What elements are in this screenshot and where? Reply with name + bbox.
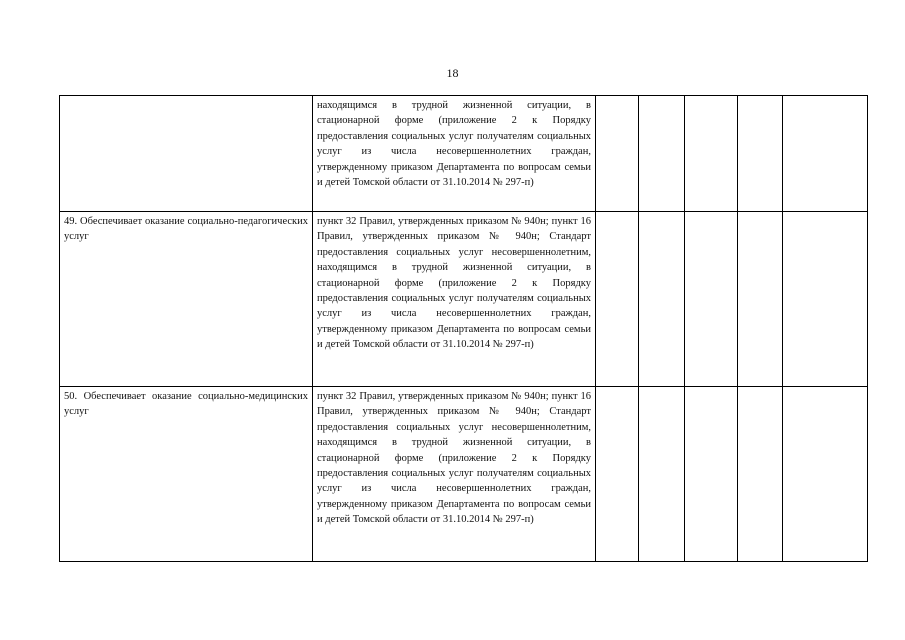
requirement-text: 50. Обеспечивает оказание социально-медицинских услуг — [64, 391, 308, 418]
answer-extra-cell — [738, 212, 783, 387]
answer-yes-cell — [596, 387, 639, 562]
legal-basis-text: находящимся в трудной жизненной ситуации, в стационарной форме (приложение 2 к Порядку предоставления социальных услуг получателям социальных услуг из числа несовершеннолетних граждан, утвержденному приказом Департамента по вопросам семьи и детей Томской области от 31.10.2014 № 297-п) — [317, 100, 591, 189]
answer-extra-cell — [738, 96, 783, 212]
page-number: 18 — [446, 66, 459, 80]
table-row — [60, 96, 868, 212]
requirement-text: 49. Обеспечивает оказание социально-педагогических услуг — [64, 216, 308, 243]
notes-cell — [783, 96, 868, 212]
checklist-table — [59, 95, 868, 562]
legal-basis-cell — [313, 212, 596, 387]
legal-basis-cell — [313, 96, 596, 212]
answer-na-cell — [685, 212, 738, 387]
table-row — [60, 387, 868, 562]
table-row — [60, 212, 868, 387]
legal-basis-text: пункт 32 Правил, утвержденных приказом № 940н; пункт 16 Правил, утвержденных приказом № 940н; Стандарт предоставления социальных услуг несовершеннолетним, находящимся в трудной жизненной ситуации, в стационарной форме (приложение 2 к Порядку предоставления социальных услуг получателям социальных услуг из числа несовершеннолетних граждан, утвержденному приказом Департамента по вопросам семьи и детей Томской области от 31.10.2014 № 297-п) — [317, 391, 591, 526]
answer-yes-cell — [596, 96, 639, 212]
answer-yes-cell — [596, 212, 639, 387]
answer-no-cell — [639, 387, 685, 562]
answer-no-cell — [639, 212, 685, 387]
answer-na-cell — [685, 96, 738, 212]
legal-basis-text: пункт 32 Правил, утвержденных приказом № 940н; пункт 16 Правил, утвержденных приказом № 940н; Стандарт предоставления социальных услуг несовершеннолетним, находящимся в трудной жизненной ситуации, в стационарной форме (приложение 2 к Порядку предоставления социальных услуг получателям социальных услуг из числа несовершеннолетних граждан, утвержденному приказом Департамента по вопросам семьи и детей Томской области от 31.10.2014 № 297-п) — [317, 216, 591, 351]
requirement-cell — [60, 212, 313, 387]
legal-basis-cell — [313, 387, 596, 562]
requirement-cell — [60, 96, 313, 212]
answer-no-cell — [639, 96, 685, 212]
answer-extra-cell — [738, 387, 783, 562]
requirement-cell — [60, 387, 313, 562]
answer-na-cell — [685, 387, 738, 562]
notes-cell — [783, 212, 868, 387]
notes-cell — [783, 387, 868, 562]
